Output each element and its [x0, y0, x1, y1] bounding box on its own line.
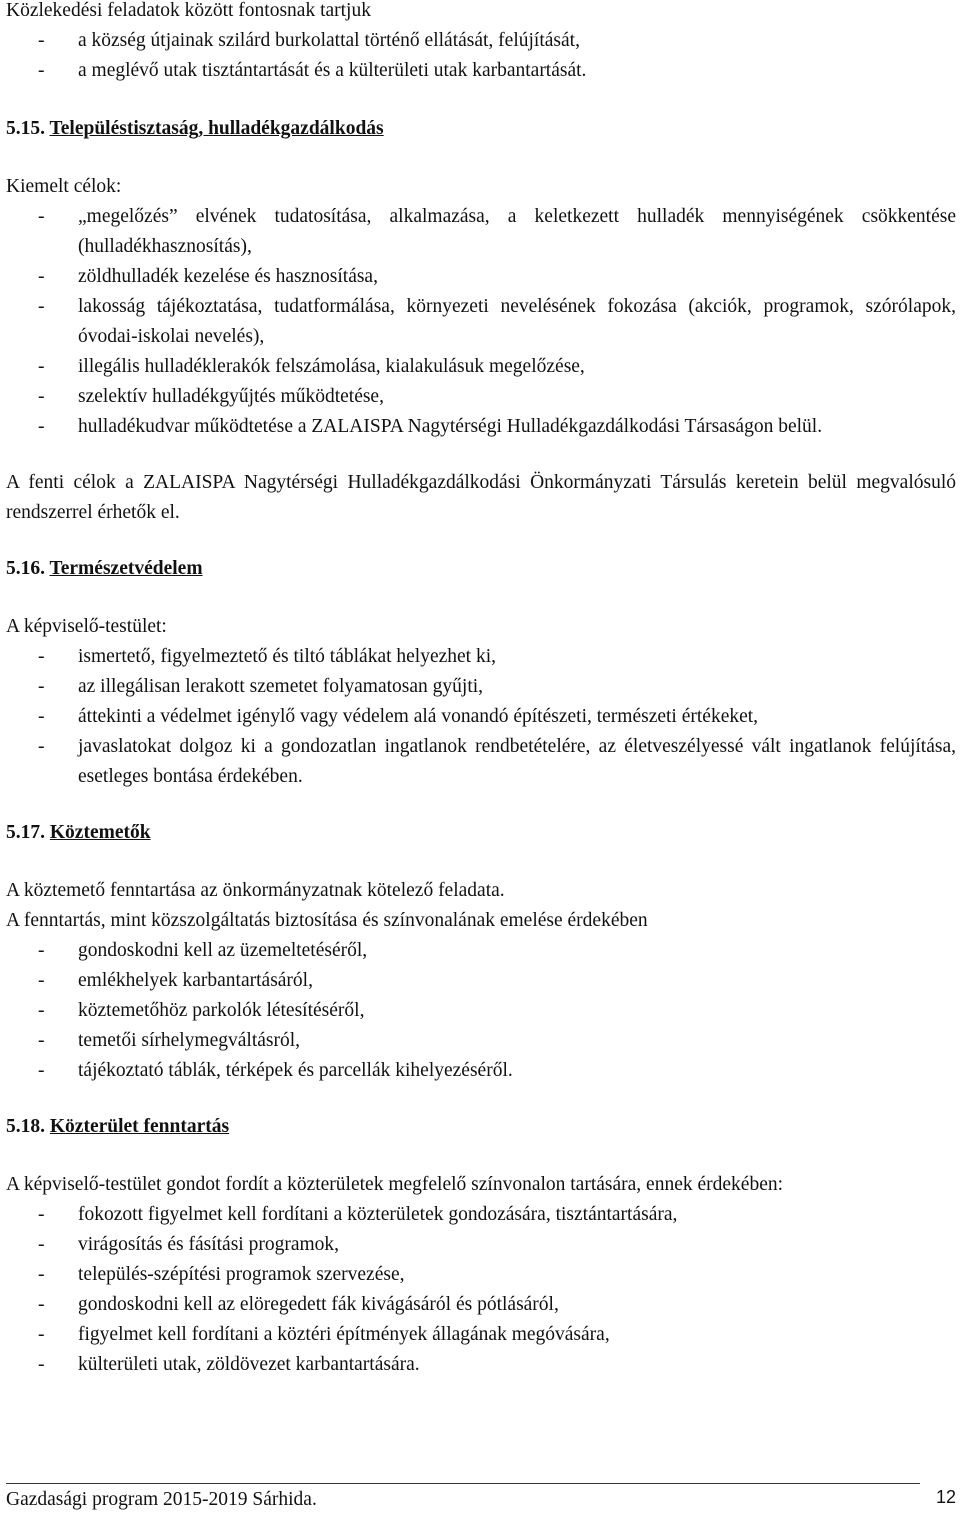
section-lead: A fenntartás, mint közszolgáltatás biztosítása és színvonalának emelése érdekében — [6, 910, 648, 931]
dash-bullet: - — [38, 940, 45, 961]
dash-bullet: - — [38, 676, 45, 697]
dash-bullet: - — [38, 296, 45, 317]
footer-divider — [6, 1483, 920, 1484]
section-heading-5-17 — [6, 818, 956, 848]
list-item: - áttekinti a védelmet igénylő vagy védelem alá vonandó építészeti, természeti értékeket, — [6, 702, 956, 732]
section-title: Természetvédelem — [49, 558, 203, 579]
list-item: - köztemetőhöz parkolók létesítéséről, — [6, 996, 956, 1026]
dash-bullet: - — [38, 266, 45, 287]
list-item: - ismertető, figyelmeztető és tiltó táblákat helyezhet ki, — [6, 642, 956, 672]
section-paragraph: A fenti célok a ZALAISPA Nagytérségi Hulladékgazdálkodási Önkormányzati Társulás keretein belül megvalósuló rendszerrel érhetők el. — [6, 472, 956, 523]
list-item: - gondoskodni kell az elöregedett fák kivágásáról és pótlásáról, — [6, 1290, 956, 1320]
list-item: - a meglévő utak tisztántartását és a külterületi utak karbantartását. — [6, 56, 956, 86]
dash-bullet: - — [38, 646, 45, 667]
list-item: - a község útjainak szilárd burkolattal történő ellátását, felújítását, — [6, 26, 956, 56]
nature-list — [6, 642, 956, 792]
section-title: Köztemetők — [49, 822, 151, 843]
list-item: - fokozott figyelmet kell fordítani a közterületek gondozására, tisztántartására, — [6, 1200, 956, 1230]
goals-list — [6, 202, 956, 442]
dash-bullet: - — [38, 206, 45, 227]
dash-bullet: - — [38, 356, 45, 377]
dash-bullet: - — [38, 1324, 45, 1345]
list-item: - virágosítás és fásítási programok, — [6, 1230, 956, 1260]
list-item: - külterületi utak, zöldövezet karbantartására. — [6, 1350, 956, 1380]
footer-title: Gazdasági program 2015-2019 Sárhida. — [6, 1489, 317, 1510]
list-item: - az illegálisan lerakott szemetet folyamatosan gyűjti, — [6, 672, 956, 702]
section-lead: Kiemelt célok: — [6, 176, 122, 197]
intro-list — [6, 26, 956, 86]
list-item: - hulladékudvar működtetése a ZALAISPA Nagytérségi Hulladékgazdálkodási Társaságon belül. — [6, 412, 956, 442]
dash-bullet: - — [38, 386, 45, 407]
list-item: - zöldhulladék kezelése és hasznosítása, — [6, 262, 956, 292]
section-number: 5.18. — [6, 1116, 45, 1137]
list-item: - javaslatokat dolgoz ki a gondozatlan ingatlanok rendbetételére, az életveszélyessé vált ingatlanok felújítása, esetleges bontása érdekében. — [6, 732, 956, 792]
section-title: Közterület fenntartás — [49, 1116, 230, 1137]
list-item: - település-szépítési programok szervezése, — [6, 1260, 956, 1290]
dash-bullet: - — [38, 1204, 45, 1225]
section-heading-5-18 — [6, 1112, 956, 1142]
section-lead: A köztemető fenntartása az önkormányzatnak kötelező feladata. — [6, 880, 505, 901]
section-number: 5.17. — [6, 822, 45, 843]
section-number: 5.15. — [6, 118, 45, 139]
section-heading-5-16 — [6, 554, 956, 584]
list-item: - szelektív hulladékgyűjtés működtetése, — [6, 382, 956, 412]
list-item: - temetői sírhelymegváltásról, — [6, 1026, 956, 1056]
list-item: - „megelőzés” elvének tudatosítása, alkalmazása, a keletkezett hulladék mennyiségének csökkentése (hulladékhasznosítás), — [6, 202, 956, 262]
section-heading-5-15 — [6, 114, 956, 144]
dash-bullet: - — [38, 1060, 45, 1081]
dash-bullet: - — [38, 1000, 45, 1021]
section-title: Településtisztaság, hulladékgazdálkodás — [49, 118, 384, 139]
public-space-list — [6, 1200, 956, 1380]
dash-bullet: - — [38, 736, 45, 757]
list-item: - figyelmet kell fordítani a köztéri építmények állagának megóvására, — [6, 1320, 956, 1350]
dash-bullet: - — [38, 1294, 45, 1315]
list-item: - lakosság tájékoztatása, tudatformálása, környezeti nevelésének fokozása (akciók, programok, szórólapok, óvodai-iskolai nevelés), — [6, 292, 956, 352]
list-item: - emlékhelyek karbantartásáról, — [6, 966, 956, 996]
dash-bullet: - — [38, 1030, 45, 1051]
dash-bullet: - — [38, 706, 45, 727]
list-item: - illegális hulladéklerakók felszámolása, kialakulásuk megelőzése, — [6, 352, 956, 382]
section-lead: A képviselő-testület gondot fordít a közterületek megfelelő színvonalon tartására, ennek érdekében: — [6, 1174, 784, 1195]
list-item: - gondoskodni kell az üzemeltetéséről, — [6, 936, 956, 966]
dash-bullet: - — [38, 970, 45, 991]
intro-text: Közlekedési feladatok között fontosnak tartjuk — [6, 0, 371, 21]
dash-bullet: - — [38, 60, 45, 81]
section-number: 5.16. — [6, 558, 45, 579]
document-page — [6, 0, 956, 1380]
dash-bullet: - — [38, 1234, 45, 1255]
section-lead: A képviselő-testület: — [6, 616, 167, 637]
dash-bullet: - — [38, 30, 45, 51]
page-number: 12 — [935, 1487, 956, 1507]
cemetery-list — [6, 936, 956, 1086]
dash-bullet: - — [38, 1264, 45, 1285]
dash-bullet: - — [38, 1354, 45, 1375]
dash-bullet: - — [38, 416, 45, 437]
list-item: - tájékoztató táblák, térképek és parcellák kihelyezéséről. — [6, 1056, 956, 1086]
